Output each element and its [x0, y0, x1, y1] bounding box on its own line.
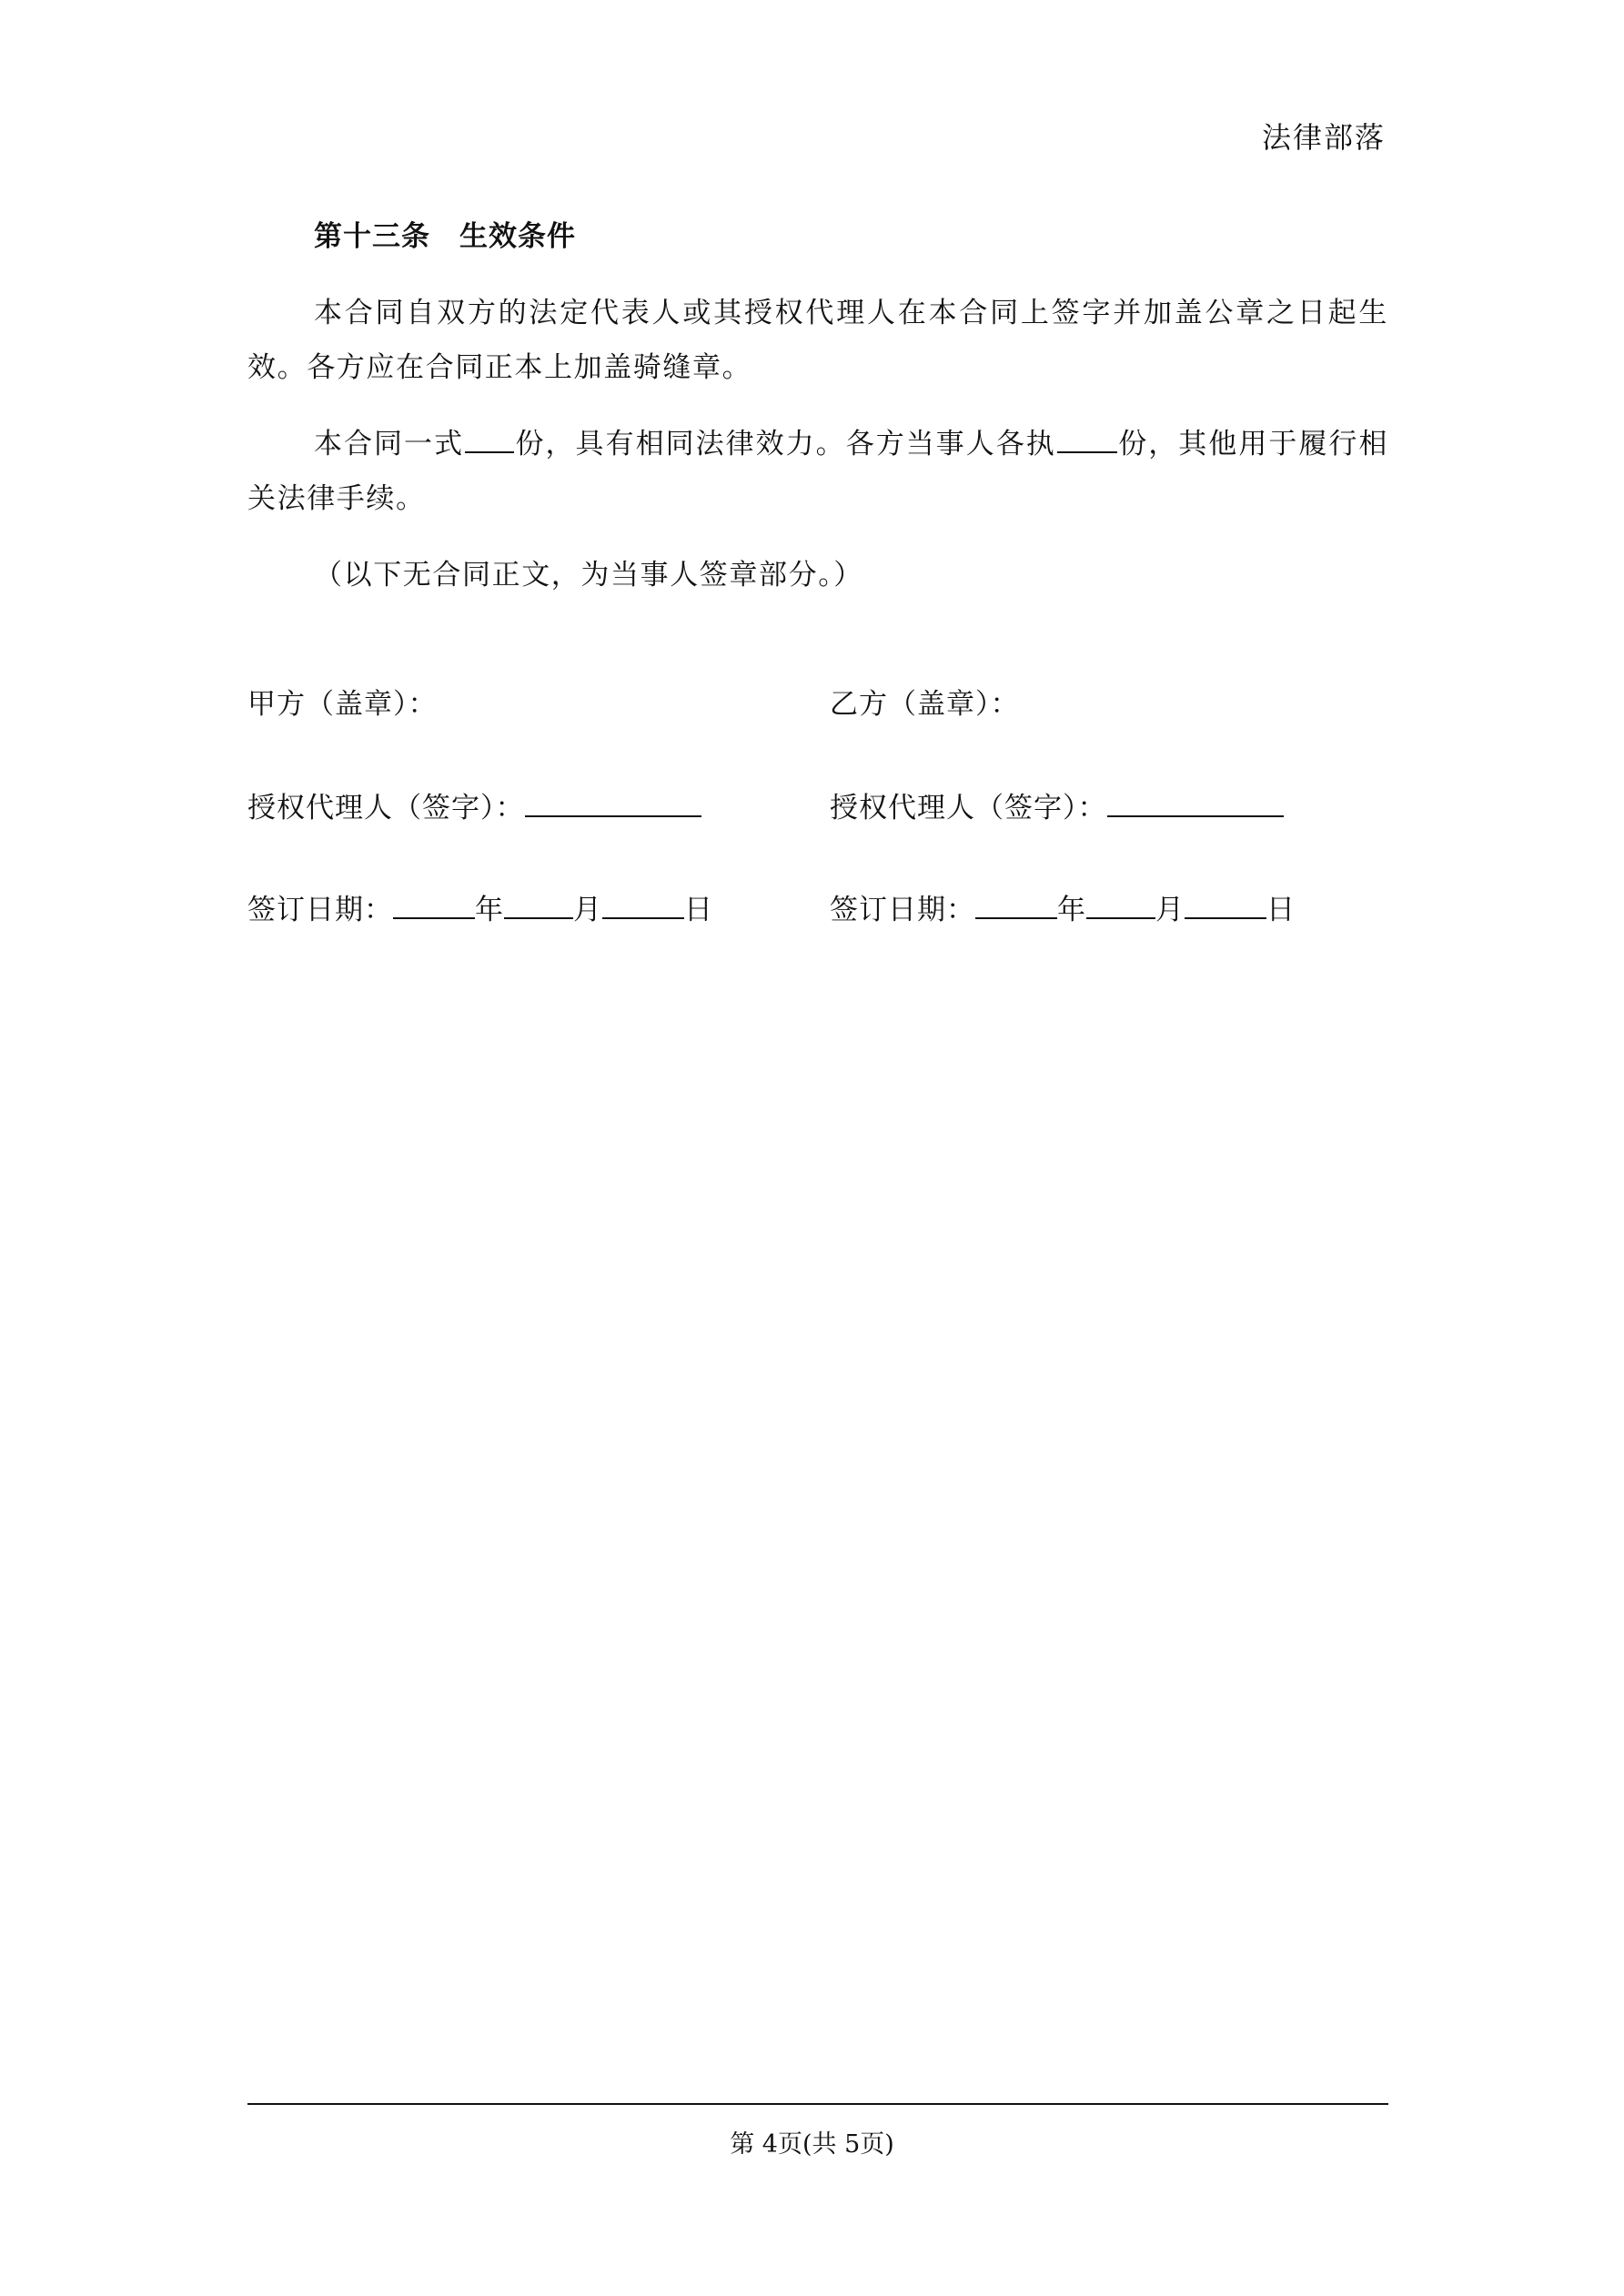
- party-b-agent: [830, 784, 1284, 825]
- contract-body: [247, 209, 1388, 602]
- copies-text-3: 份，其他用于履行相关法律手续。: [247, 428, 1388, 515]
- copies-each-blank: [1057, 424, 1117, 453]
- date-row: [247, 886, 1388, 926]
- no-more-text-note: （以下无合同正文，为当事人签章部分。）: [314, 559, 863, 592]
- article-heading: 第十三条 生效条件: [314, 220, 576, 253]
- party-b-agent-label: 授权代理人（签字）：: [830, 792, 1107, 824]
- party-b-date: [830, 886, 1296, 927]
- party-a-seal-label: 甲方（盖章）：: [247, 688, 438, 721]
- footer-divider: [247, 2103, 1388, 2105]
- seal-row: [247, 681, 1388, 721]
- copies-paragraph: [247, 417, 1388, 526]
- party-a-year-blank: [393, 890, 475, 919]
- party-b-seal-label: 乙方（盖章）：: [830, 688, 1020, 721]
- party-a-year-label: 年: [475, 894, 504, 926]
- party-b-year-label: 年: [1057, 894, 1086, 926]
- party-a-date: [247, 886, 713, 927]
- party-b-day-blank: [1185, 890, 1266, 919]
- party-b-date-label: 签订日期：: [830, 894, 975, 926]
- party-b-agent-signature-line: [1107, 788, 1284, 817]
- party-b-month-label: 月: [1155, 894, 1185, 926]
- effectiveness-paragraph: 本合同自双方的法定代表人或其授权代理人在本合同上签字并加盖公章之日起生效。各方应在合同正本上加盖骑缝章。: [247, 297, 1388, 384]
- party-a-agent: [247, 784, 701, 825]
- party-a-day-label: 日: [684, 894, 713, 926]
- party-a-month-blank: [504, 890, 573, 919]
- party-a-agent-label: 授权代理人（签字）：: [247, 792, 525, 824]
- party-b-month-blank: [1086, 890, 1155, 919]
- header-brand: 法律部落: [1261, 120, 1386, 155]
- agent-sign-row: [247, 784, 1388, 824]
- copies-text-2: 份，具有相同法律效力。各方当事人各执: [515, 428, 1056, 460]
- party-b-year-blank: [975, 890, 1057, 919]
- page-number: 第 4页(共 5页): [730, 2130, 894, 2159]
- party-a-agent-signature-line: [525, 788, 701, 817]
- copies-count-blank: [465, 424, 514, 453]
- party-a-month-label: 月: [573, 894, 602, 926]
- party-a-date-label: 签订日期：: [247, 894, 393, 926]
- party-b-day-label: 日: [1266, 894, 1296, 926]
- party-a-day-blank: [602, 890, 684, 919]
- copies-text-1: 本合同一式: [314, 428, 465, 460]
